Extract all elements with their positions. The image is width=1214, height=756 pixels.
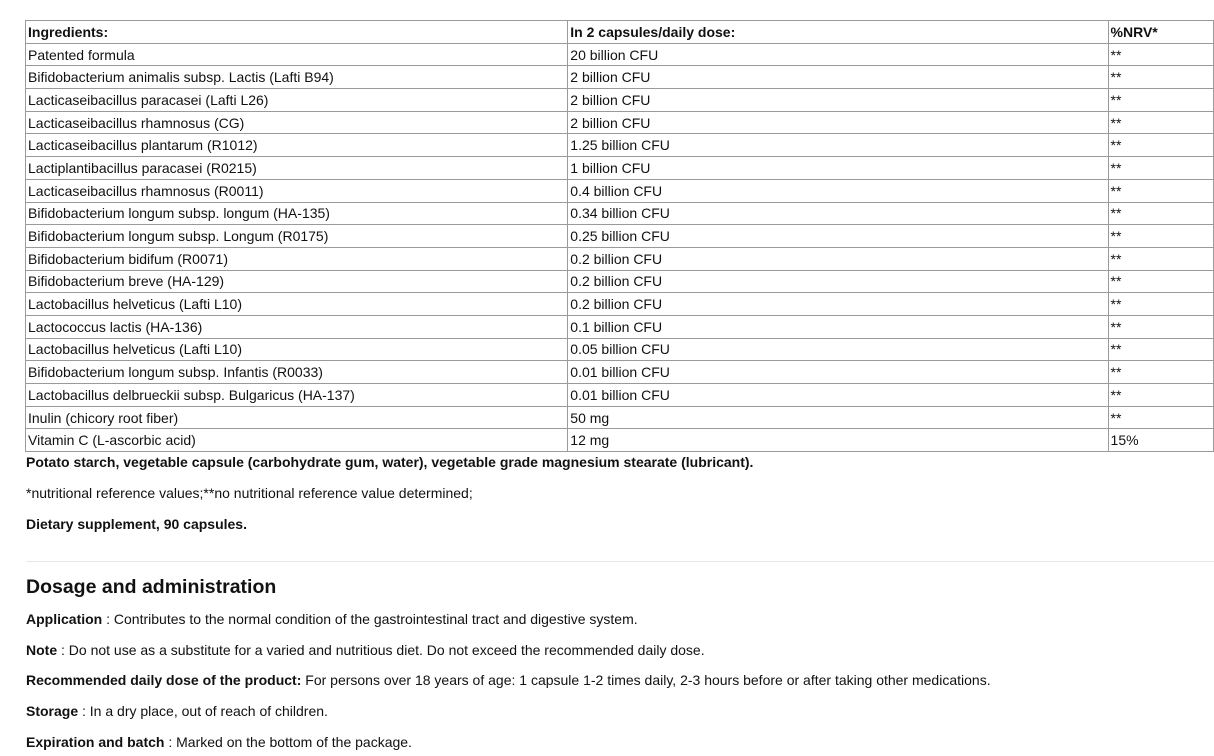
ingredient-name-cell: Lacticaseibacillus rhamnosus (R0011) [26,179,568,202]
ingredient-name-cell: Lactobacillus helveticus (Lafti L10) [26,293,568,316]
nrv-cell: 15% [1108,429,1213,452]
nrv-cell: ** [1108,202,1213,225]
dose-cell: 0.4 billion CFU [568,179,1108,202]
recommended-dose-line [26,672,991,688]
expiration-label: Expiration and batch [26,734,165,750]
nrv-cell: ** [1108,247,1213,270]
table-row [26,429,1214,452]
header-ingredients: Ingredients: [26,21,568,44]
table-row [26,315,1214,338]
nrv-footnote: *nutritional reference values;**no nutritional reference value determined; [26,485,473,501]
table-row [26,293,1214,316]
dose-cell: 0.25 billion CFU [568,225,1108,248]
table-row [26,134,1214,157]
dose-cell: 0.01 billion CFU [568,384,1108,407]
header-nrv: %NRV* [1108,21,1213,44]
ingredient-name-cell: Bifidobacterium longum subsp. Infantis (R0033) [26,361,568,384]
application-label: Application [26,611,103,627]
dose-cell: 0.2 billion CFU [568,270,1108,293]
nrv-cell: ** [1108,43,1213,66]
ingredient-name-cell: Lacticaseibacillus rhamnosus (CG) [26,111,568,134]
table-row [26,361,1214,384]
nrv-cell: ** [1108,89,1213,112]
dose-cell: 0.34 billion CFU [568,202,1108,225]
recommended-dose-text: For persons over 18 years of age: 1 capsule 1-2 times daily, 2-3 hours before or after taking other medications. [301,672,991,688]
expiration-line [26,734,412,750]
application-text: : Contributes to the normal condition of the gastrointestinal tract and digestive system. [102,611,638,627]
dose-cell: 0.01 billion CFU [568,361,1108,384]
table-row [26,179,1214,202]
storage-label: Storage [26,703,79,719]
dose-cell: 12 mg [568,429,1108,452]
ingredient-name-cell: Inulin (chicory root fiber) [26,406,568,429]
dose-cell: 2 billion CFU [568,66,1108,89]
dose-cell: 2 billion CFU [568,89,1108,112]
table-row [26,384,1214,407]
dose-cell: 0.2 billion CFU [568,293,1108,316]
table-header-row [26,21,1214,44]
recommended-dose-label: Recommended daily dose of the product: [26,672,302,688]
ingredient-name-cell: Lacticaseibacillus plantarum (R1012) [26,134,568,157]
table-row [26,111,1214,134]
dose-cell: 0.2 billion CFU [568,247,1108,270]
ingredient-name-cell: Lacticaseibacillus paracasei (Lafti L26) [26,89,568,112]
ingredient-name-cell: Bifidobacterium bidifum (R0071) [26,247,568,270]
header-dose: In 2 capsules/daily dose: [568,21,1108,44]
nrv-cell: ** [1108,66,1213,89]
table-row [26,270,1214,293]
dose-cell: 20 billion CFU [568,43,1108,66]
table-row [26,89,1214,112]
dose-cell: 50 mg [568,406,1108,429]
dose-cell: 0.05 billion CFU [568,338,1108,361]
dose-cell: 1.25 billion CFU [568,134,1108,157]
nrv-cell: ** [1108,384,1213,407]
table-row [26,338,1214,361]
ingredient-name-cell: Lactococcus lactis (HA-136) [26,315,568,338]
other-ingredients: Potato starch, vegetable capsule (carbohydrate gum, water), vegetable grade magnesium stearate (lubricant). [26,454,754,470]
table-row [26,247,1214,270]
nrv-cell: ** [1108,111,1213,134]
table-row [26,406,1214,429]
ingredient-name-cell: Bifidobacterium longum subsp. Longum (R0175) [26,225,568,248]
note-text: : Do not use as a substitute for a varied and nutritious diet. Do not exceed the recommended daily dose. [57,642,705,658]
ingredient-name-cell: Lactiplantibacillus paracasei (R0215) [26,157,568,180]
dosage-section-title: Dosage and administration [26,576,277,598]
nrv-cell: ** [1108,157,1213,180]
ingredients-table-body [26,43,1214,451]
table-row [26,225,1214,248]
dose-cell: 1 billion CFU [568,157,1108,180]
ingredient-name-cell: Bifidobacterium animalis subsp. Lactis (Lafti B94) [26,66,568,89]
nrv-cell: ** [1108,361,1213,384]
ingredient-name-cell: Patented formula [26,43,568,66]
ingredients-table [25,20,1214,452]
supplement-info: Dietary supplement, 90 capsules. [26,516,247,532]
dose-cell: 0.1 billion CFU [568,315,1108,338]
ingredient-name-cell: Lactobacillus helveticus (Lafti L10) [26,338,568,361]
nrv-cell: ** [1108,406,1213,429]
nrv-cell: ** [1108,179,1213,202]
table-row [26,202,1214,225]
nrv-cell: ** [1108,315,1213,338]
section-divider [26,561,1214,562]
nrv-cell: ** [1108,225,1213,248]
table-row [26,157,1214,180]
expiration-text: : Marked on the bottom of the package. [164,734,412,750]
dose-cell: 2 billion CFU [568,111,1108,134]
note-label: Note [26,642,58,658]
storage-text: : In a dry place, out of reach of children. [78,703,328,719]
ingredient-name-cell: Vitamin C (L-ascorbic acid) [26,429,568,452]
ingredient-name-cell: Bifidobacterium breve (HA-129) [26,270,568,293]
storage-line [26,703,328,719]
table-row [26,43,1214,66]
application-line [26,611,638,627]
ingredient-name-cell: Bifidobacterium longum subsp. longum (HA-135) [26,202,568,225]
note-line [26,642,705,658]
nrv-cell: ** [1108,270,1213,293]
nrv-cell: ** [1108,338,1213,361]
ingredient-name-cell: Lactobacillus delbrueckii subsp. Bulgaricus (HA-137) [26,384,568,407]
nrv-cell: ** [1108,134,1213,157]
table-row [26,66,1214,89]
nrv-cell: ** [1108,293,1213,316]
